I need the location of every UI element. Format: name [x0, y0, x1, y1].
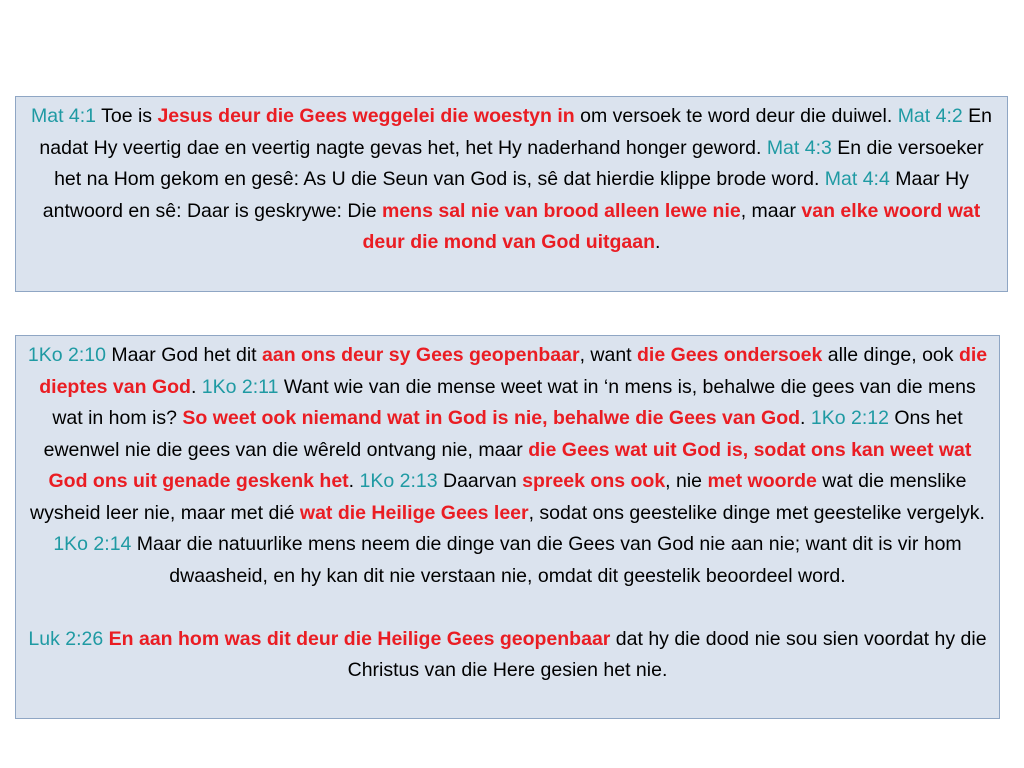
- verse-text: , nie: [665, 470, 708, 492]
- verse-reference: Mat 4:4: [824, 168, 896, 190]
- verse-reference: 1Ko 2:14: [53, 533, 137, 555]
- highlighted-phrase: wat die Heilige Gees leer: [299, 501, 529, 524]
- highlighted-phrase: van elke woord wat deur die mond van God uitgaan: [362, 199, 981, 253]
- verse-reference: 1Ko 2:10: [27, 344, 112, 366]
- verse-reference: 1Ko 2:11: [201, 375, 284, 398]
- verse-text: Maar die natuurlike mens neem die dinge van die Gees van God nie aan nie; want dit is vir hom dwaasheid, en hy kan dit nie verstaan nie, omdat dit geestelik beoordeel word.: [136, 533, 962, 587]
- highlighted-phrase: spreek ons ook: [522, 470, 666, 492]
- scripture-paragraph: [26, 101, 997, 259]
- highlighted-phrase: die Gees ondersoek: [637, 344, 823, 366]
- verse-text: , maar: [740, 199, 802, 222]
- verse-text: Daarvan: [442, 470, 523, 492]
- highlighted-phrase: die Gees wat uit God is, sodat ons kan weet wat God ons uit genade geskenk het: [48, 438, 972, 492]
- verse-text: Toe is: [101, 105, 158, 127]
- highlighted-phrase: die dieptes van God: [39, 344, 988, 398]
- scripture-paragraph: [26, 340, 989, 592]
- verse-text: , sodat ons geestelike dinge met geestelike vergelyk.: [528, 501, 985, 524]
- verse-text: Ons het ewenwel nie die gees van die wêreld ontvang nie, maar: [43, 407, 963, 461]
- verse-text: dat hy die dood nie sou sien voordat hy die Christus van die Here gesien het nie.: [347, 627, 987, 681]
- highlighted-phrase: En aan hom was dit deur die Heilige Gees geopenbaar: [108, 627, 611, 650]
- highlighted-phrase: met woorde: [707, 470, 817, 492]
- verse-reference: Mat 4:3: [766, 136, 838, 159]
- verse-text: En die versoeker het na Hom gekom en gesê: As U die Seun van God is, sê dat hierdie klippe brode word.: [54, 136, 984, 190]
- verse-reference: 1Ko 2:12: [810, 407, 895, 429]
- verse-text: .: [348, 470, 360, 492]
- paragraph-spacer: [26, 592, 989, 624]
- verse-text: .: [190, 375, 202, 398]
- verse-text: Maar God het dit: [111, 344, 263, 366]
- verse-text: Maar Hy antwoord en sê: Daar is geskrywe: Die: [42, 168, 969, 222]
- scripture-paragraph: [26, 624, 989, 687]
- verse-reference: Luk 2:26: [28, 627, 109, 650]
- verse-text: Want wie van die mense weet wat in ‘n mens is, behalwe die gees van die mens wat in hom is?: [52, 375, 976, 429]
- verse-text: alle dinge, ook: [822, 344, 959, 366]
- verse-text: om versoek te word deur die duiwel.: [574, 105, 898, 127]
- verse-text: En nadat Hy veertig dae en veertig nagte gevas het, het Hy naderhand honger geword.: [39, 105, 992, 159]
- highlighted-phrase: So weet ook niemand wat in God is nie, behalwe die Gees van God: [182, 407, 801, 429]
- verse-text: , want: [579, 344, 638, 366]
- verse-reference: Mat 4:2: [897, 105, 969, 127]
- verse-text: wat die menslike wysheid leer nie, maar met dié: [30, 470, 967, 524]
- highlighted-phrase: Jesus deur die Gees weggelei die woestyn in: [157, 105, 575, 127]
- verse-text: .: [800, 407, 811, 429]
- verse-reference: Mat 4:1: [30, 105, 102, 127]
- highlighted-phrase: mens sal nie van brood alleen lewe nie: [382, 199, 741, 222]
- verse-text: .: [655, 231, 661, 253]
- highlighted-phrase: aan ons deur sy Gees geopenbaar: [262, 344, 580, 366]
- scripture-box-corinthians-luke: [15, 335, 1000, 719]
- verse-reference: 1Ko 2:13: [359, 470, 443, 492]
- scripture-box-matthew: [15, 96, 1008, 292]
